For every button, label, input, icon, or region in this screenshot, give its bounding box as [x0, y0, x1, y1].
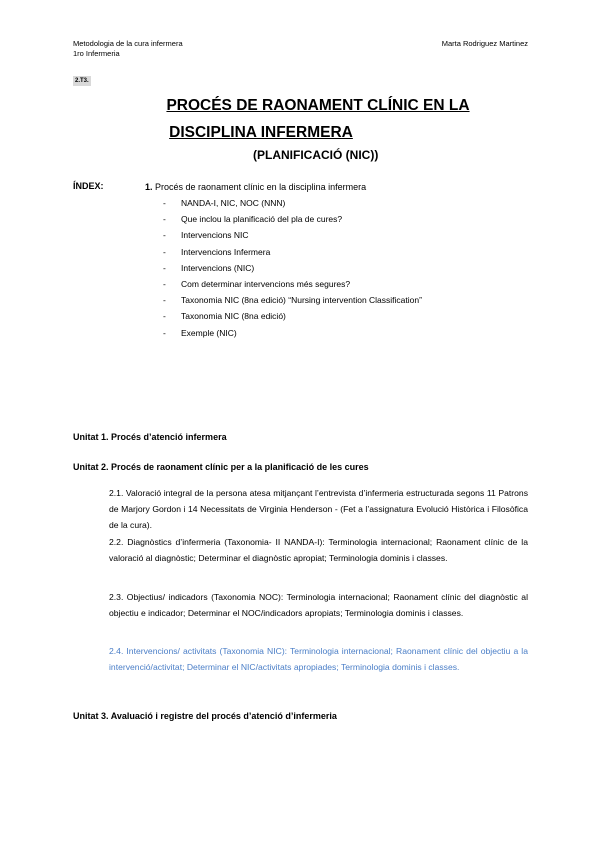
- paragraph-2-1: 2.1. Valoració integral de la persona atesa mitjançant l’entrevista d’infermeria estructurada segons 11 Patrons de Marjory Gordon i 14 Necessitats de Virginia Henderson - (Fet a l’assignatura Evolució Històrica i Filosòfica de la cura).: [109, 488, 528, 530]
- header-left: [73, 39, 183, 59]
- section-code-badge: 2.T3.: [75, 78, 89, 84]
- course-year: 1ro Infermeria: [73, 49, 120, 58]
- paragraph-2-4-highlighted: 2.4. Intervencions/ activitats (Taxonomia NIC): Terminologia internacional; Raonament clínic del objectiu a la intervenció/activitat; Determinar el NIC/activitats apropiades; Terminologia dominis i classes.: [109, 646, 528, 672]
- index-main-entry: [145, 181, 366, 193]
- unit-1-heading: Unitat 1. Procés d’atenció infermera: [73, 432, 227, 442]
- list-item: - Exemple (NIC): [163, 327, 237, 338]
- list-item: - Intervencions NIC: [163, 230, 249, 241]
- paragraph-2-2: 2.2. Diagnòstics d’infermeria (Taxonomia- II NANDA-I): Terminologia internacional; Raonament clínic de la valoració al diagnòstic; Determinar el diagnòstic apropiat; Terminologia dominis i classes.: [109, 537, 528, 563]
- index-main-text: Procés de raonament clínic en la disciplina infermera: [155, 182, 367, 192]
- author-name: Marta Rodriguez Martinez: [441, 39, 528, 48]
- index-list: [163, 195, 422, 341]
- list-item: - Com determinar intervencions més segures?: [163, 279, 351, 290]
- list-item: - Intervencions (NIC): [163, 262, 255, 273]
- unit-3-heading: Unitat 3. Avaluació i registre del procés d’atenció d’infermeria: [73, 711, 337, 721]
- list-item: - NANDA-I, NIC, NOC (NNN): [163, 198, 286, 208]
- unit-2-heading: Unitat 2. Procés de raonament clínic per a la planificació de les cures: [73, 462, 369, 472]
- list-item: - Taxonomia NIC (8na edició) “Nursing intervention Classification”: [163, 295, 422, 306]
- index-label: ÍNDEX:: [73, 181, 104, 191]
- index-main-number: 1.: [145, 182, 153, 192]
- paragraph-2-3: 2.3. Objectius/ indicadors (Taxonomia NOC): Terminologia internacional; Raonament clínic del diagnòstic al objectiu e indicador; Determinar el NOC/indicadors apropiats; Terminologia dominis i classes.: [109, 592, 528, 618]
- doc-title-line2: DISCIPLINA INFERMERA: [169, 124, 353, 141]
- course-title: Metodologia de la cura infermera: [73, 39, 183, 48]
- list-item: - Que inclou la planificació del pla de cures?: [163, 214, 343, 225]
- doc-title-line1: PROCÉS DE RAONAMENT CLÍNIC EN LA: [166, 97, 470, 114]
- list-item: - Intervencions Infermera: [163, 246, 271, 257]
- doc-subtitle: (PLANIFICACIÓ (NIC)): [253, 148, 379, 162]
- list-item: - Taxonomia NIC (8na edició): [163, 311, 286, 322]
